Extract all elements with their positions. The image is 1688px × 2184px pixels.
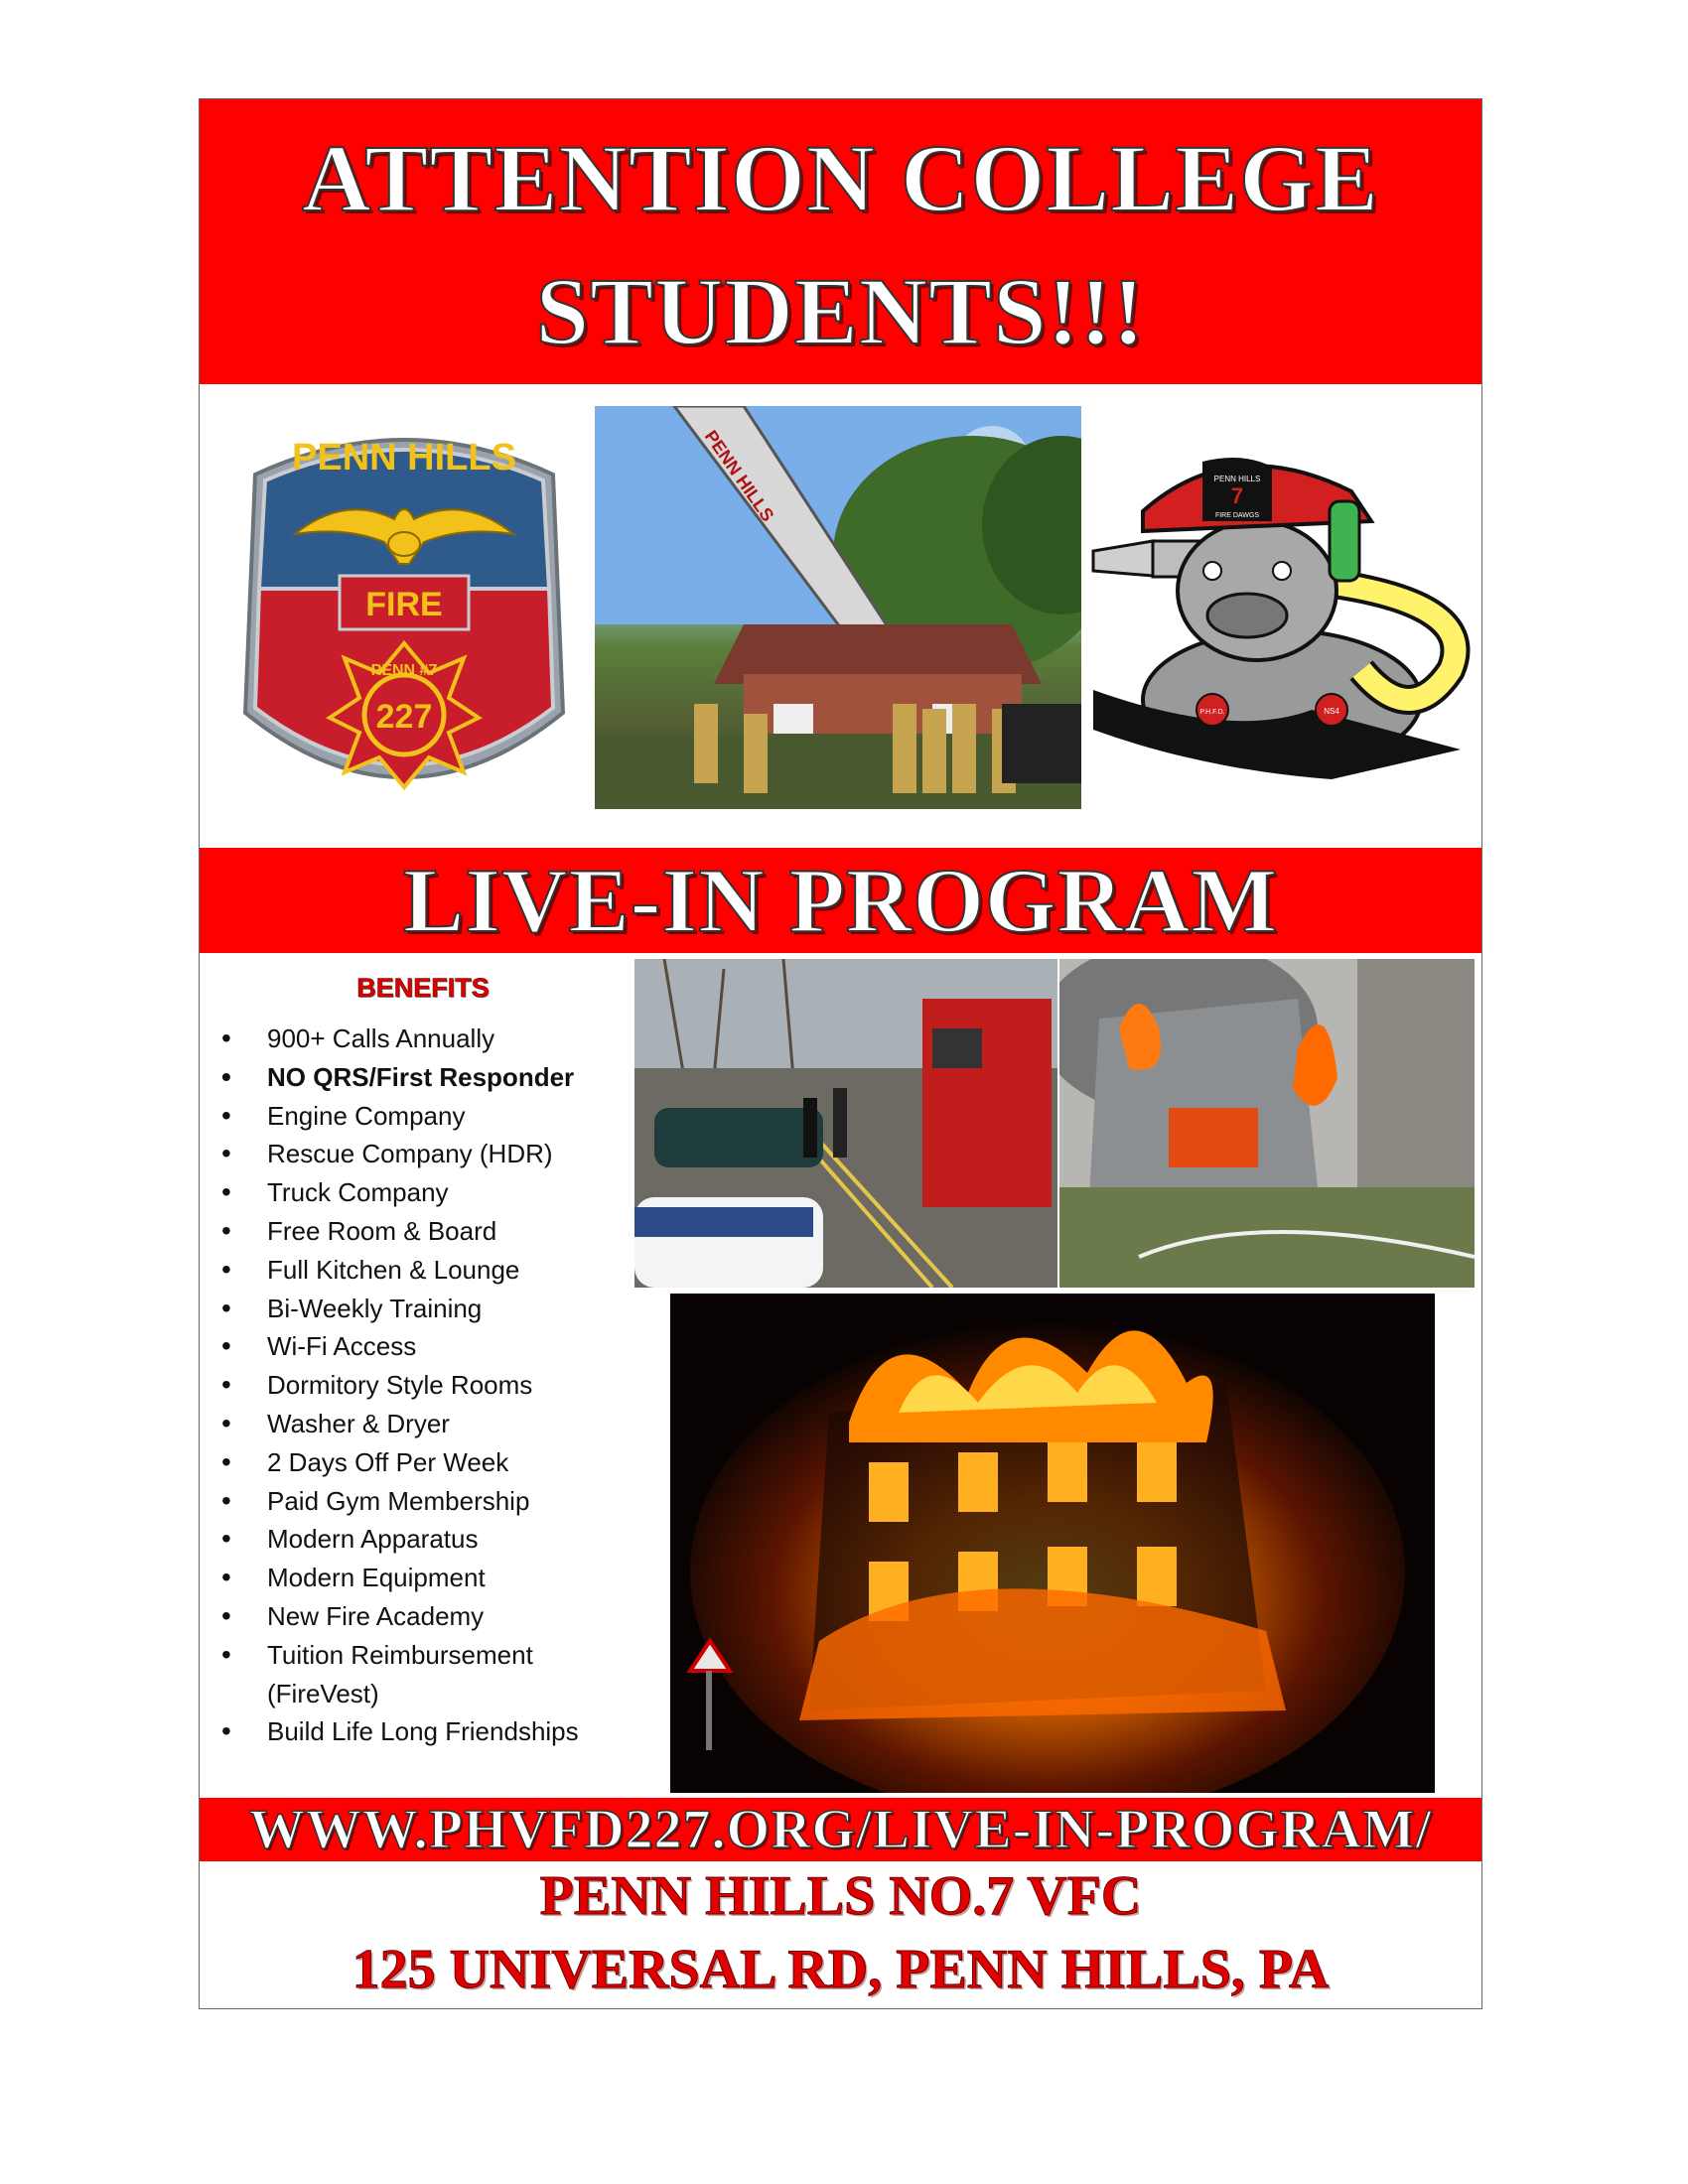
benefits-title: BENEFITS	[356, 973, 490, 1003]
helmet-top-text: PENN HILLS	[1213, 475, 1261, 483]
organization-address: 125 UNIVERSAL RD, PENN HILLS, PA	[352, 1939, 1330, 2000]
program-banner	[200, 848, 1481, 953]
website-url[interactable]: WWW.PHVFD227.ORG/LIVE-IN-PROGRAM/	[248, 1799, 1433, 1860]
benefit-item: • Dormitory Style Rooms	[217, 1366, 627, 1405]
penn-hills-fire-patch-logo	[225, 415, 583, 822]
helmet-number: 7	[1230, 483, 1244, 508]
vehicle-accident-photo	[634, 959, 1057, 1288]
benefit-item: • Rescue Company (HDR)	[217, 1135, 627, 1173]
patch-number-text: 227	[375, 698, 433, 736]
fire-dawgs-bulldog-mascot	[1083, 442, 1482, 809]
benefits-section	[200, 959, 627, 1751]
benefit-item: • New Fire Academy	[217, 1597, 627, 1636]
tag-right-text: NS4	[1324, 707, 1339, 716]
patch-top-text: PENN HILLS	[292, 437, 516, 478]
benefit-item: • 900+ Calls Annually	[217, 1020, 627, 1058]
benefit-item: • Full Kitchen & Lounge	[217, 1251, 627, 1290]
benefit-item: • Wi-Fi Access	[217, 1327, 627, 1366]
helmet-bottom-text: FIRE DAWGS	[1214, 512, 1260, 519]
benefit-item: • Engine Company	[217, 1097, 627, 1136]
flyer	[199, 98, 1482, 2009]
benefit-item: • NO QRS/First Responder	[217, 1058, 627, 1097]
url-banner	[200, 1798, 1481, 1861]
patch-ring-text: PENN #7	[370, 662, 438, 679]
ladder-truck-text: PENN HILLS	[700, 426, 778, 525]
benefit-item: • Build Life Long Friendships	[217, 1712, 627, 1751]
headline-line-2: STUDENTS!!!	[535, 258, 1146, 364]
house-fire-photo	[1059, 959, 1475, 1288]
benefit-item: • Modern Equipment	[217, 1559, 627, 1597]
benefits-list	[200, 1020, 627, 1751]
headline-banner	[200, 99, 1481, 384]
benefit-item: • Modern Apparatus	[217, 1520, 627, 1559]
program-title: LIVE-IN PROGRAM	[402, 850, 1279, 951]
organization-name: PENN HILLS NO.7 VFC	[539, 1865, 1142, 1927]
benefit-item: • Washer & Dryer	[217, 1405, 627, 1443]
ladder-truck-photo	[595, 406, 1081, 809]
benefit-item: • Tuition Reimbursement (FireVest)	[217, 1636, 627, 1713]
benefit-item: • Free Room & Board	[217, 1212, 627, 1251]
benefit-item: • 2 Days Off Per Week	[217, 1443, 627, 1482]
benefit-item: • Paid Gym Membership	[217, 1482, 627, 1521]
tag-left-text: P.H.F.D.	[1199, 709, 1225, 716]
night-building-fire-photo	[670, 1294, 1435, 1793]
headline-line-1: ATTENTION COLLEGE	[302, 125, 1379, 231]
benefit-item: • Bi-Weekly Training	[217, 1290, 627, 1328]
benefit-item: • Truck Company	[217, 1173, 627, 1212]
patch-fire-text: FIRE	[365, 586, 443, 623]
